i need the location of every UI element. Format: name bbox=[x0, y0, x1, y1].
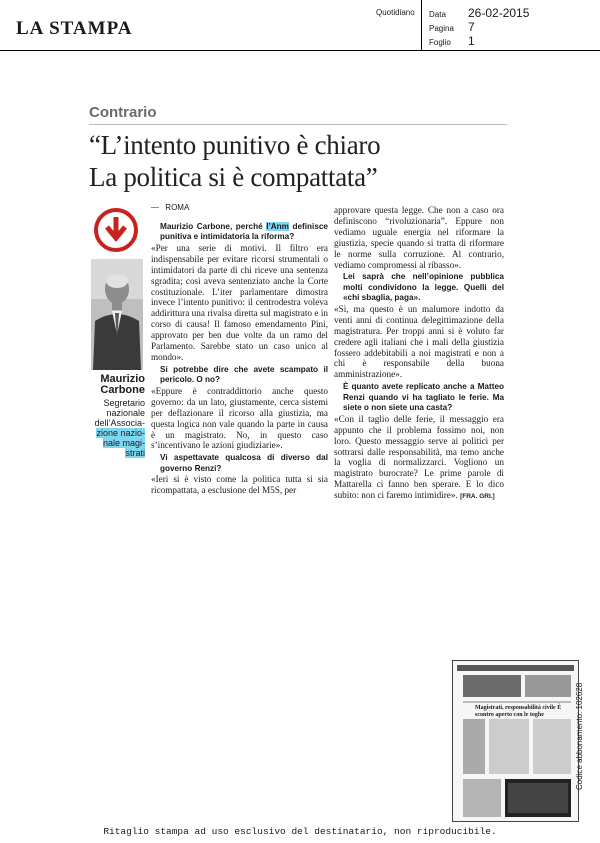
headline-line-2: La politica si è compattata” bbox=[89, 162, 378, 192]
question-1: Maurizio Carbone, perché l’Anm definisce punitiva e intimidatoria la riforma? bbox=[160, 221, 328, 242]
anm-highlight: l’Anm bbox=[266, 221, 289, 231]
masthead: LA STAMPA bbox=[16, 18, 133, 39]
portrait-photo bbox=[91, 259, 143, 370]
headline-line-1: “L’intento punitivo è chiaro bbox=[89, 130, 381, 160]
page-thumbnail bbox=[452, 660, 579, 822]
answer-4: «Sì, ma questo è un malumore indotto da venti anni di continua delegittimazione della magistratura. Per troppi anni si è voluto far credere agli italiani che i mali della giustizia fossero addebitabili a noi magistrati e non a chi è responsabile della buona amministrazione». bbox=[334, 303, 504, 380]
question-2: Si potrebbe dire che avete scampato il pericolo. O no? bbox=[160, 364, 328, 385]
caption-role-6: strati bbox=[125, 448, 145, 458]
pagina-value: 7 bbox=[468, 20, 475, 34]
answer-3-continued: approvare questa legge. Che non a caso ora definiscono “rivoluzionaria”. Eppure non vediamo uguale energia nel riformare la giustizia, specie quando si tratta di riformare le norme sulla corruzione. Al contrario, vediamo compromessi al ribasso». bbox=[334, 205, 504, 270]
caption-name-2: Carbone bbox=[100, 384, 145, 396]
dateline: ROMA bbox=[165, 203, 190, 212]
caption-role-2: nazionale bbox=[106, 408, 145, 418]
answer-1: «Per una serie di motivi. Il filtro era indispensabile per evitare ricorsi strumentali o intimidatori da parte di chi riceve una sentenza sgradita; così aveva sentenziato anche la Corte costituzionale. L’iter parlamentare dimostra invece l’intento punitivo: il centrodestra voleva addirittura una rivalsa diretta sul magistrato e in corso di causa! Il famoso emendamento Pini, approvato per ben due volte da un ramo del Parlamento. Sarebbe stato un caso unico al mondo». bbox=[151, 242, 328, 362]
question-3: Vi aspettavate qualcosa di diverso dal governo Renzi? bbox=[160, 453, 328, 473]
data-value: 26-02-2015 bbox=[468, 6, 530, 20]
pagina-label: Pagina bbox=[429, 24, 454, 33]
subscription-code: Codice abbonamento: 102628 bbox=[575, 682, 584, 790]
section-rule bbox=[89, 124, 507, 125]
article-column-1 bbox=[151, 202, 328, 496]
type-label: Quotidiano bbox=[376, 8, 415, 17]
article-column-2 bbox=[334, 205, 504, 503]
caption-role-4: zione nazio- bbox=[96, 428, 145, 438]
foglio-label: Foglio bbox=[429, 38, 451, 47]
answer-3: «Ieri si è visto come la politica tutta si sia ricompattata, a esclusione del M5S, per bbox=[151, 474, 328, 496]
caption bbox=[93, 374, 145, 458]
section-label: Contrario bbox=[89, 104, 157, 121]
down-arrow-icon bbox=[93, 207, 139, 258]
caption-role-1: Segretario bbox=[103, 398, 145, 408]
foglio-value: 1 bbox=[468, 34, 475, 48]
thumbnail-headline: Magistrati, responsabilità civile È scontro aperto con le toghe bbox=[475, 705, 562, 718]
question-4: Lei saprà che nell’opinione pubblica molti condividono la legge. Quelli del «chi sbaglia, paga». bbox=[343, 272, 504, 303]
question-5: È quanto avete replicato anche a Matteo Renzi quando vi ha tagliato le ferie. Ma siete o non siete una casta? bbox=[343, 382, 504, 413]
data-label: Data bbox=[429, 10, 446, 19]
answer-5: «Con il taglio delle ferie, il messaggio era appunto che il problema fossimo noi, non loro. Questo messaggio serve ai politici per sottrarsi dalle responsabilità, ma temo anche la voglia di normalizzarci. Vogliono un magistrato burocrate? Le prime parole di Mattarella ci fanno ben sperare. E lo dico subito: non ci faremo intimidire». [FRA. GRI.] bbox=[334, 413, 504, 501]
caption-role-5: nale magi- bbox=[102, 438, 145, 448]
answer-2: «Eppure è contraddittorio anche questo governo: da un lato, giustamente, cerca sistemi per deflazionare il ricorso alla giustizia, ma questa logica non vale quando la parte in causa è un magistrato. No, in questo caso s’incentivano le azioni giudiziarie». bbox=[151, 385, 328, 451]
caption-name-1: Maurizio bbox=[100, 373, 145, 385]
signature: [FRA. GRI.] bbox=[460, 493, 495, 501]
footer-disclaimer: Ritaglio stampa ad uso esclusivo del destinatario, non riproducibile. bbox=[103, 826, 497, 837]
caption-role-3: dell’Associa- bbox=[94, 418, 145, 428]
